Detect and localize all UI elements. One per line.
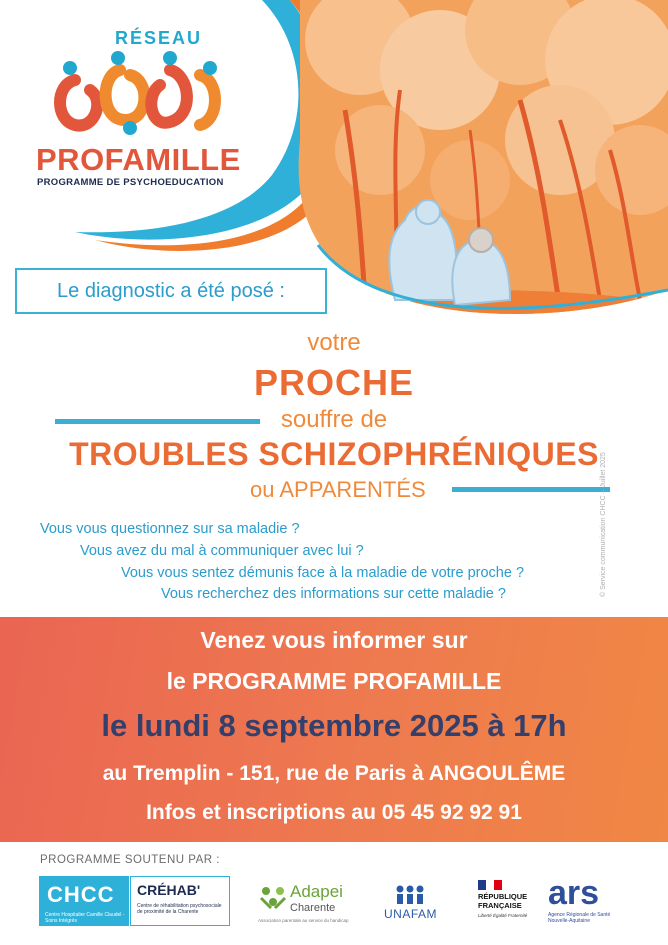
republique-logo <box>478 880 548 928</box>
unafam-people-icon <box>390 884 430 906</box>
unafam-logo <box>384 884 444 924</box>
diagnostic-box: Le diagnostic a été posé : <box>15 268 327 314</box>
french-flag-icon <box>478 880 502 890</box>
ars-logo <box>546 874 636 928</box>
headline-souffre: souffre de <box>280 406 388 433</box>
question-2: Vous avez du mal à communiquer avec lui ? <box>80 543 364 559</box>
event-date: le lundi 8 septembre 2025 à 17h <box>101 708 567 743</box>
adapei-people-icon <box>258 884 288 914</box>
question-1: Vous vous questionnez sur sa maladie ? <box>40 521 300 537</box>
event-place: au Tremplin - 151, rue de Paris à ANGOULÊME <box>102 762 566 785</box>
unafam-name: UNAFAM <box>384 907 438 921</box>
crehab-logo <box>130 876 230 926</box>
info-panel <box>0 617 668 842</box>
crehab-name: CRÉHAB' <box>137 882 201 898</box>
logo-reseau: RÉSEAU <box>115 28 203 48</box>
headline-votre: votre <box>307 329 361 356</box>
logo-name: PROFAMILLE <box>36 142 241 177</box>
ars-name: ars <box>548 874 600 912</box>
adapei-desc: Association parentale au service du handicap <box>258 918 349 923</box>
republique-motto: Liberté Égalité Fraternité <box>478 913 528 918</box>
info-line-2: le PROGRAMME PROFAMILLE <box>166 668 502 694</box>
republique-name: RÉPUBLIQUE FRANÇAISE <box>478 892 528 910</box>
headline-proche: PROCHE <box>253 362 415 403</box>
adapei-logo <box>258 882 358 927</box>
logo-figures-icon <box>30 20 260 140</box>
chcc-logo <box>39 876 129 926</box>
chcc-desc: Centre Hospitalier Camille Claudel - Soins Intégrés <box>45 912 125 924</box>
logo-subtitle: PROGRAMME DE PSYCHOEDUCATION <box>37 177 224 188</box>
ars-desc: Agence Régionale de Santé Nouvelle-Aquitaine <box>548 912 611 924</box>
question-3: Vous vous sentez démunis face à la maladie de votre proche ? <box>121 565 525 581</box>
info-line-1: Venez vous informer sur <box>200 627 468 653</box>
headline-apparentes: ou APPARENTÉS <box>250 477 426 502</box>
question-4: Vous recherchez des informations sur cette maladie ? <box>161 586 506 602</box>
crehab-desc: Centre de réhabilitation psychosociale de proximité de la Charente <box>137 903 222 915</box>
credit-text: © Service communication CHCC – Juillet 2025 <box>600 452 607 597</box>
divider-right <box>452 487 610 492</box>
adapei-region: Charente <box>290 902 336 914</box>
sponsors-title: PROGRAMME SOUTENU PAR : <box>40 854 220 866</box>
headline-troubles: TROUBLES SCHIZOPHRÉNIQUES <box>69 436 599 472</box>
profamille-logo <box>30 20 260 200</box>
contact-line: Infos et inscriptions au 05 45 92 92 91 <box>146 801 522 824</box>
chcc-name: CHCC <box>47 882 115 907</box>
adapei-name: Adapei <box>290 882 343 901</box>
